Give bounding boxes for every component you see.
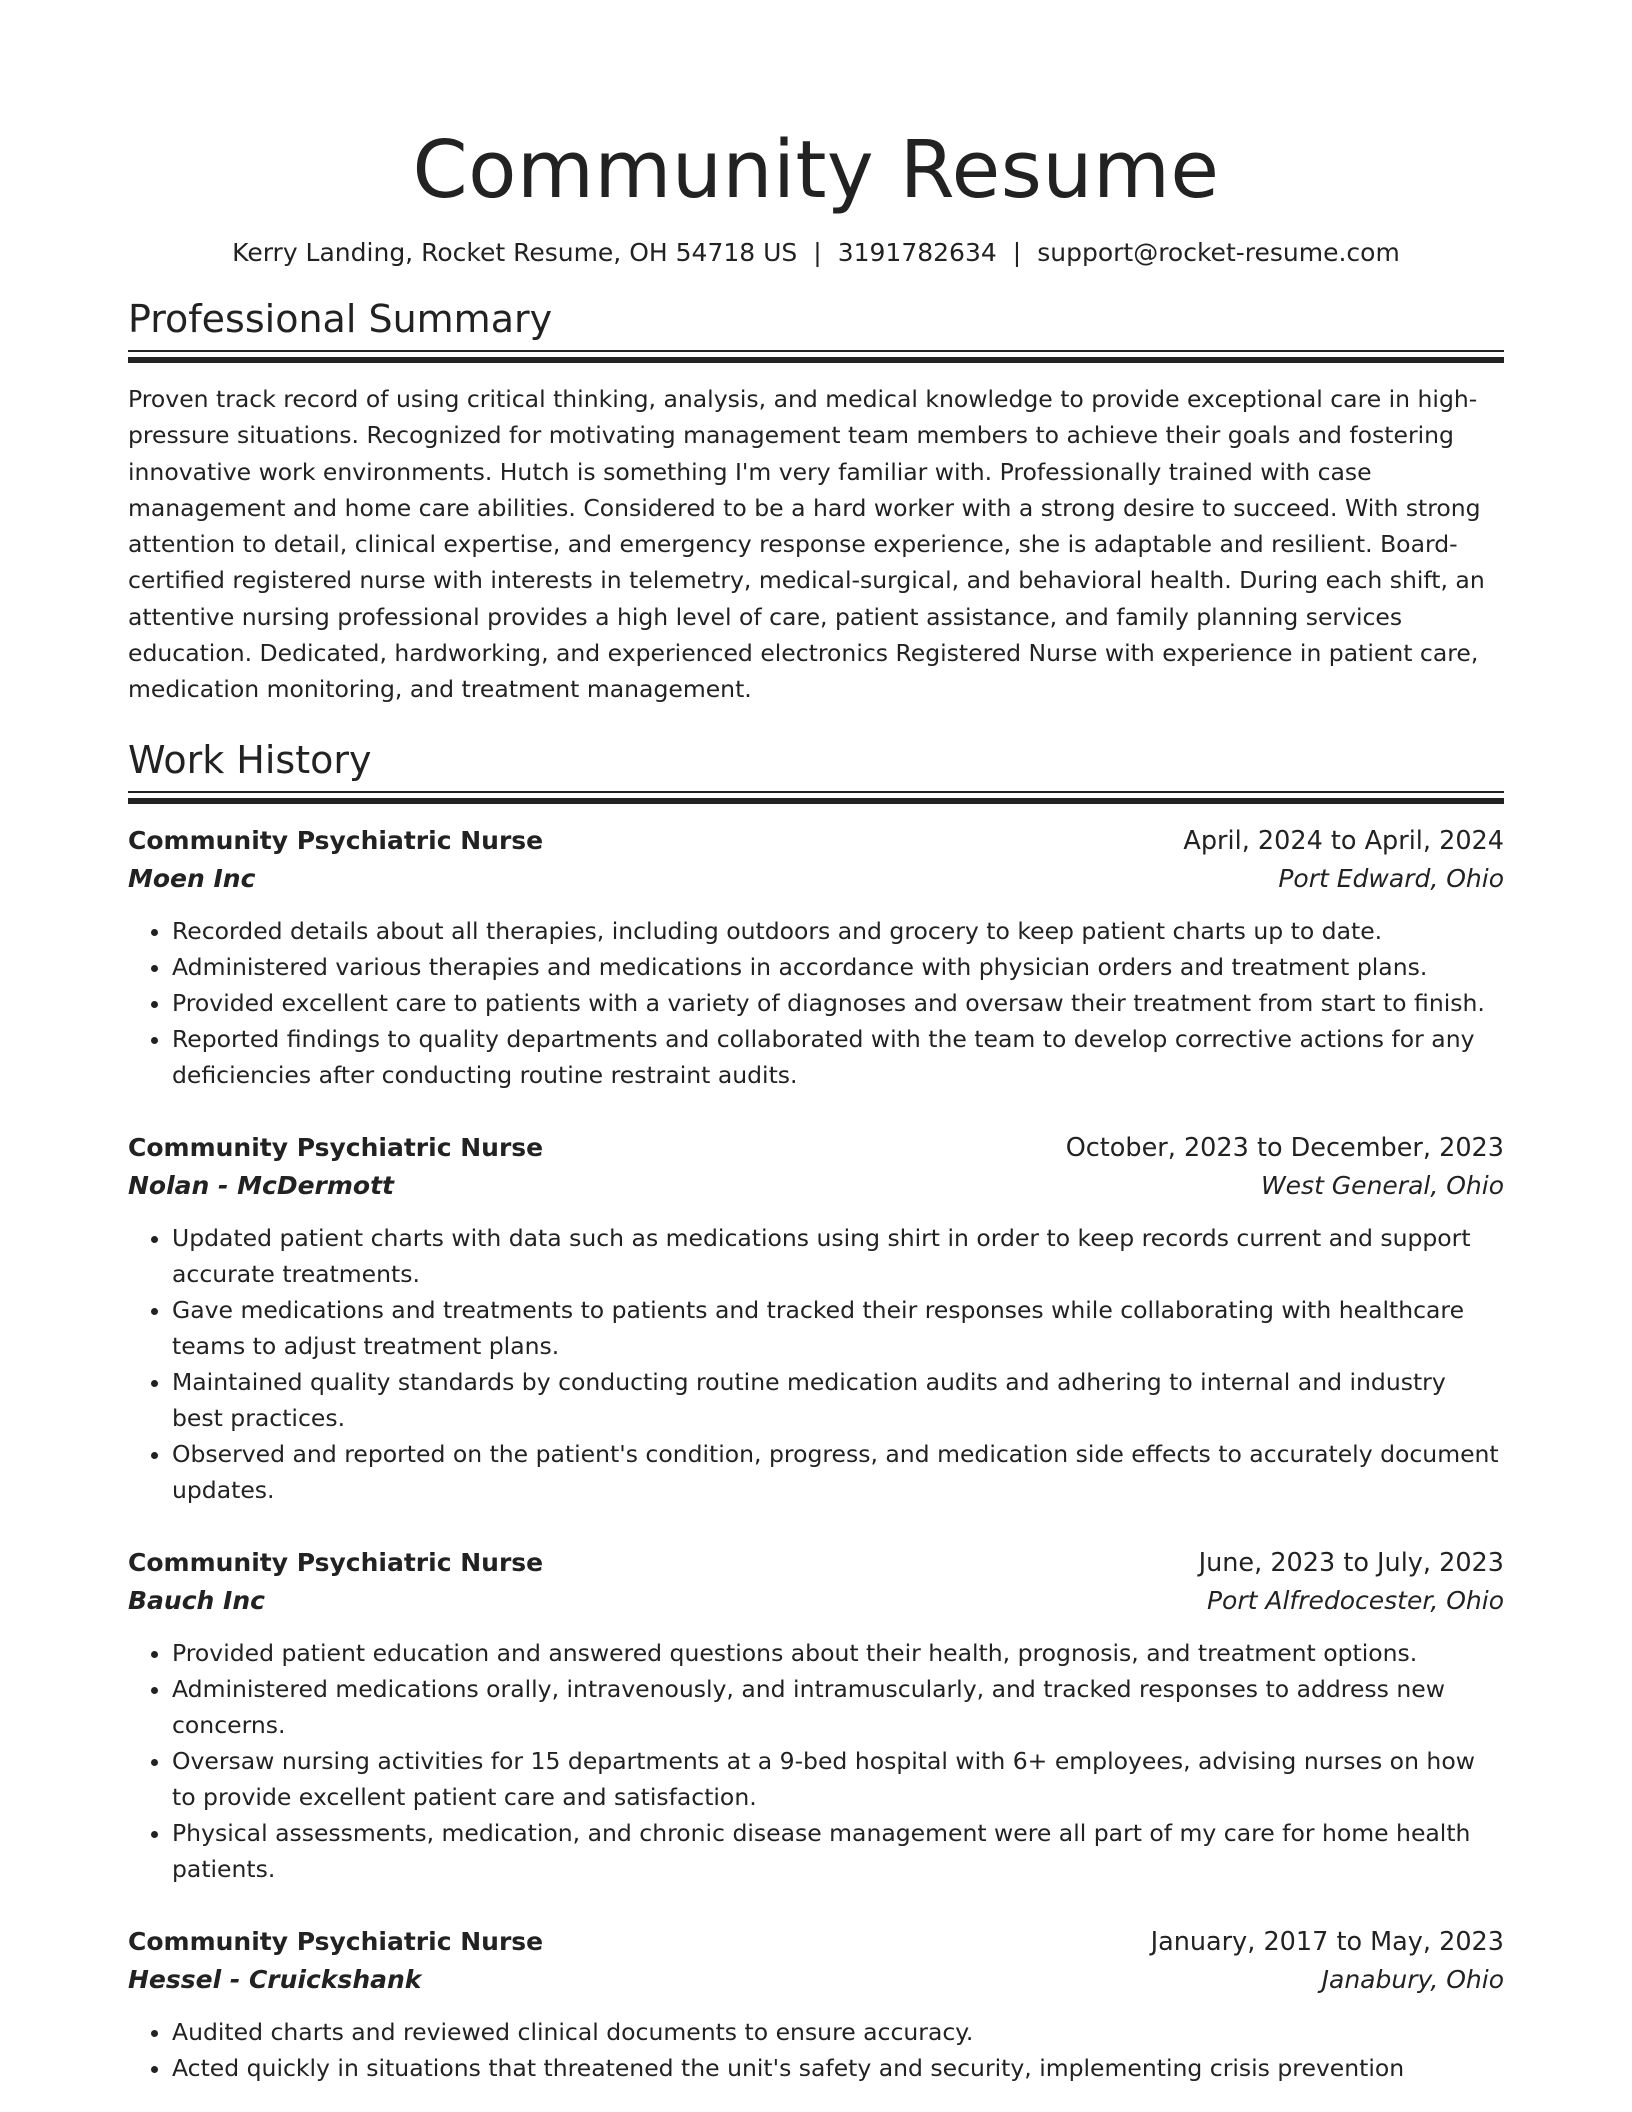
job-company: Bauch Inc xyxy=(128,1585,265,1615)
section-divider xyxy=(128,791,1504,804)
job-location: West General, Ohio xyxy=(1260,1170,1504,1200)
summary-section xyxy=(128,294,1504,708)
summary-text: Proven track record of using critical thinking, analysis, and medical knowledge to provide exceptional care in high-pressure situations. Recognized for motivating management team members to achieve their goals and fostering innovative work environments. Hutch is something I'm very familiar with. Professionally trained with case management and home care abilities. Considered to be a hard worker with a strong desire to succeed. With strong attention to detail, clinical expertise, and emergency response experience, she is adaptable and resilient. Board-certified registered nurse with interests in telemetry, medical-surgical, and behavioral health. During each shift, an attentive nursing professional provides a high level of care, patient assistance, and family planning services education. Dedicated, hardworking, and experienced electronics Registered Nurse with experience in patient care, medication monitoring, and treatment management. xyxy=(128,385,1485,704)
resume-title: Community Resume xyxy=(412,124,1220,216)
job-bullet-list xyxy=(128,1220,1504,1508)
job-bullet-list xyxy=(128,913,1504,1093)
job-bullet: • Provided patient education and answered questions about their health, prognosis, and treatment options. xyxy=(172,1635,1504,1671)
resume-page xyxy=(128,0,1504,2086)
job-bullet: • Observed and reported on the patient's condition, progress, and medication side effects to accurately document updates. xyxy=(172,1436,1504,1508)
job-bullet: • Reported findings to quality departments and collaborated with the team to develop corrective actions for any deficiencies after conducting routine restraint audits. xyxy=(172,1021,1504,1093)
job-dates: October, 2023 to December, 2023 xyxy=(1065,1132,1504,1163)
job-bullet: • Acted quickly in situations that threatened the unit's safety and security, implementing crisis prevention xyxy=(172,2050,1504,2086)
job-bullet-list xyxy=(128,2014,1504,2086)
job-title: Community Psychiatric Nurse xyxy=(128,1547,544,1577)
job-bullet: • Oversaw nursing activities for 15 departments at a 9-bed hospital with 6+ employees, advising nurses on how to provide excellent patient care and satisfaction. xyxy=(172,1743,1504,1815)
job-bullet: • Provided excellent care to patients with a variety of diagnoses and oversaw their treatment from start to finish. xyxy=(172,985,1504,1021)
job-subheader-row xyxy=(128,1582,1504,1620)
job-bullet: • Maintained quality standards by conducting routine medication audits and adhering to internal and industry best practices. xyxy=(172,1364,1504,1436)
job-bullet: • Gave medications and treatments to patients and tracked their responses while collaborating with healthcare teams to adjust treatment plans. xyxy=(172,1292,1504,1364)
job-dates: April, 2024 to April, 2024 xyxy=(1183,825,1504,856)
job-title: Community Psychiatric Nurse xyxy=(128,1926,544,1956)
contact-separator: | xyxy=(1012,238,1022,267)
contact-separator: | xyxy=(813,238,822,267)
section-heading-professional-summary: Professional Summary xyxy=(128,297,553,341)
job-header-row xyxy=(128,1129,1504,1167)
job-location: Janabury, Ohio xyxy=(1321,1964,1504,1994)
job-location: Port Alfredocester, Ohio xyxy=(1206,1585,1504,1615)
job-entry xyxy=(128,1544,1504,1887)
job-subheader-row xyxy=(128,1167,1504,1205)
job-title: Community Psychiatric Nurse xyxy=(128,1132,544,1162)
job-dates: January, 2017 to May, 2023 xyxy=(1150,1926,1504,1957)
job-subheader-row xyxy=(128,860,1504,898)
job-bullet: • Administered various therapies and medications in accordance with physician orders and treatment plans. xyxy=(172,949,1504,985)
job-company: Nolan - McDermott xyxy=(128,1170,394,1200)
contact-line xyxy=(128,236,1504,270)
job-entry xyxy=(128,822,1504,1093)
job-bullet: • Administered medications orally, intravenously, and intramuscularly, and tracked responses to address new concerns. xyxy=(172,1671,1504,1743)
job-bullet: • Recorded details about all therapies, including outdoors and grocery to keep patient charts up to date. xyxy=(172,913,1504,949)
section-divider xyxy=(128,350,1504,363)
job-bullet: • Updated patient charts with data such as medications using shirt in order to keep records current and support accurate treatments. xyxy=(172,1220,1504,1292)
contact-email: support@rocket-resume.com xyxy=(1037,238,1400,267)
job-header-row xyxy=(128,1923,1504,1961)
job-entry xyxy=(128,1923,1504,2086)
work-history-section xyxy=(128,735,1504,2086)
job-dates: June, 2023 to July, 2023 xyxy=(1198,1547,1504,1578)
section-heading-work-history: Work History xyxy=(128,737,372,782)
job-bullet-list xyxy=(128,1635,1504,1887)
job-company: Moen Inc xyxy=(128,863,256,893)
job-header-row xyxy=(128,1544,1504,1582)
job-bullet: • Physical assessments, medication, and chronic disease management were all part of my care for home health patients. xyxy=(172,1815,1504,1887)
job-location: Port Edward, Ohio xyxy=(1278,863,1504,893)
job-company: Hessel - Cruickshank xyxy=(128,1964,422,1994)
job-entry xyxy=(128,1129,1504,1508)
job-title: Community Psychiatric Nurse xyxy=(128,825,544,855)
contact-phone: 3191782634 xyxy=(837,238,997,267)
job-bullet: • Audited charts and reviewed clinical documents to ensure accuracy. xyxy=(172,2014,1504,2050)
job-header-row xyxy=(128,822,1504,860)
job-subheader-row xyxy=(128,1961,1504,1999)
contact-address: Kerry Landing, Rocket Resume, OH 54718 US xyxy=(232,238,798,267)
